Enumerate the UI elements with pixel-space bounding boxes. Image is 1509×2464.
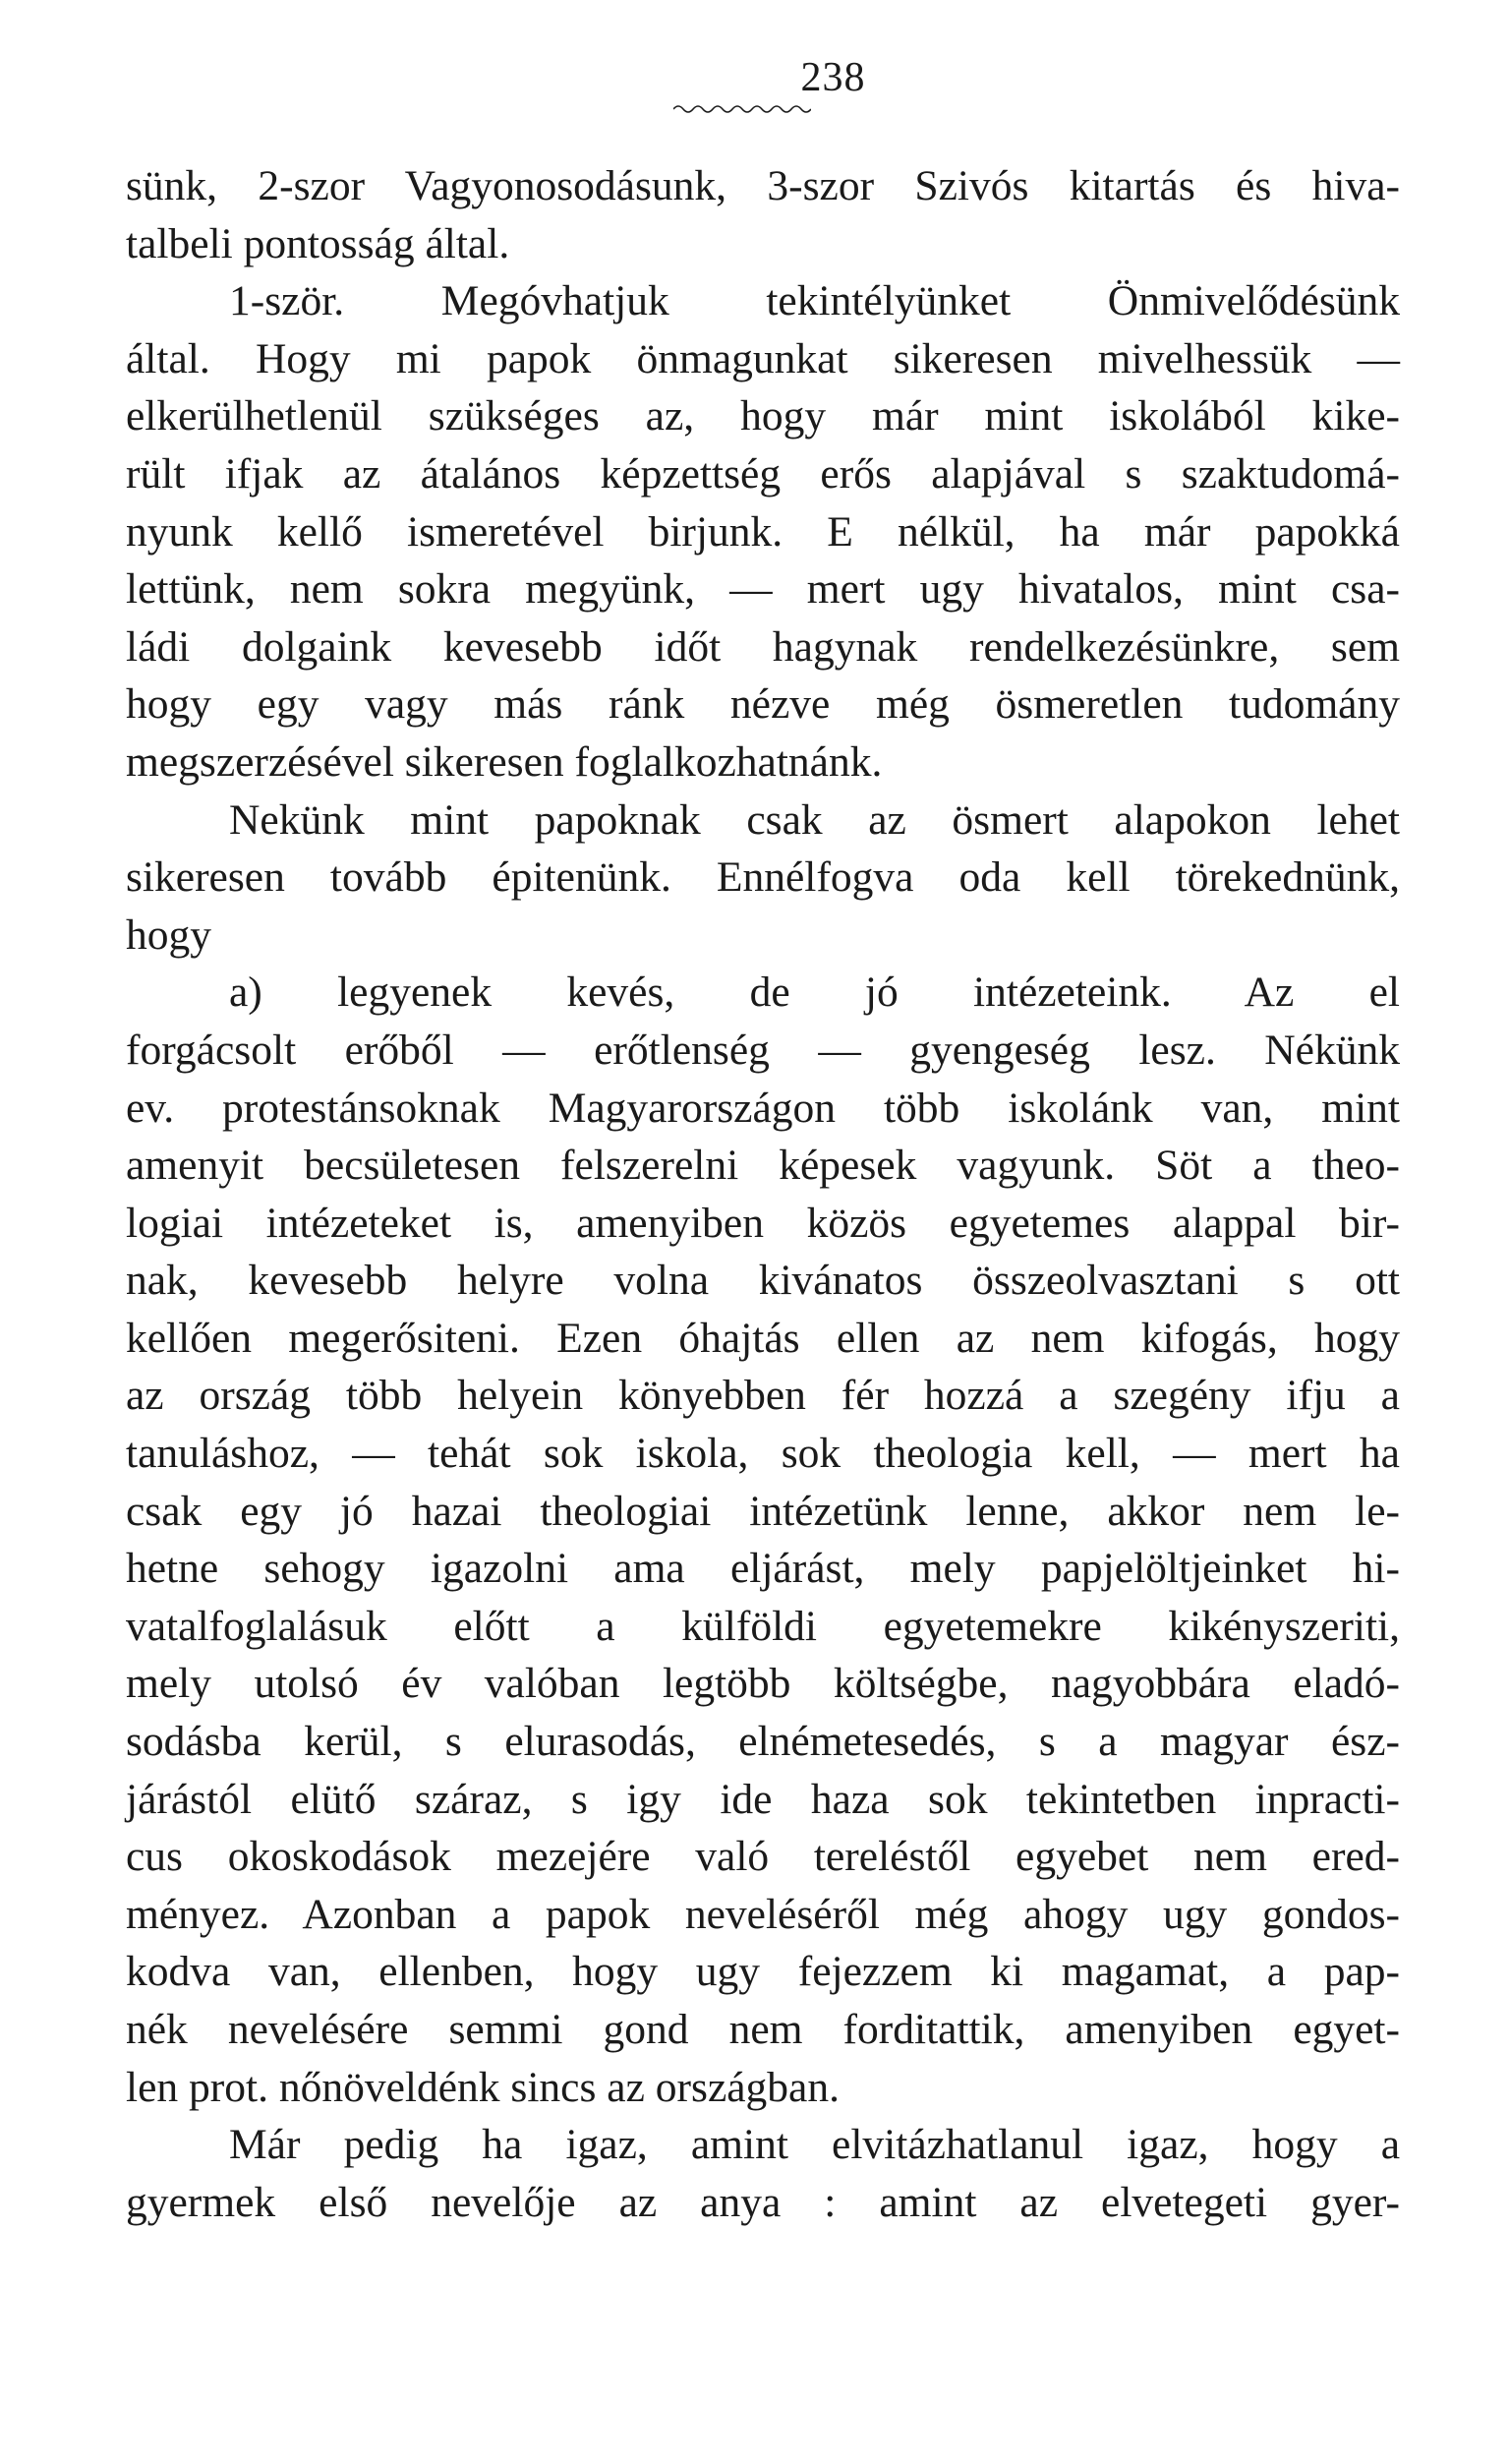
text-line: gyermek első nevelője az anya : amint az elvetegeti gyer- <box>126 2178 1400 2226</box>
text-line: ményez. Azonban a papok neveléséről még ahogy ugy gondos- <box>126 1890 1400 1938</box>
text-line: talbeli pontosság által. <box>126 219 510 267</box>
text-line: a) legyenek kevés, de jó intézeteink. Az el <box>229 968 1400 1017</box>
text-line: hogy <box>126 910 211 959</box>
text-line: vatalfoglalásuk előtt a külföldi egyetemekre kikényszeriti, <box>126 1602 1400 1650</box>
text-line: sodásba kerül, s elurasodás, elnémetesedés, s a magyar ész- <box>126 1718 1400 1766</box>
text-line: nyunk kellő ismeretével birjunk. E nélkül, ha már papokká <box>126 507 1400 556</box>
text-line: megszerzésével sikeresen foglalkozhatnánk. <box>126 737 883 786</box>
text-line: rült ifjak az átalános képzettség erős alapjával s szaktudomá- <box>126 449 1400 498</box>
text-line: amenyit becsületesen felszerelni képesek vagyunk. Söt a theo- <box>126 1142 1400 1190</box>
text-line: ev. protestánsoknak Magyarországon több iskolánk van, mint <box>126 1084 1400 1132</box>
body-text <box>126 157 1400 2231</box>
text-line: 1-ször. Megóvhatjuk tekintélyünket Önmivelődésünk <box>229 277 1400 325</box>
text-line: járástól elütő száraz, s igy ide haza sok tekintetben inpracti- <box>126 1775 1400 1823</box>
text-line: len prot. nőnöveldénk sincs az országban. <box>126 2063 840 2111</box>
text-line: mely utolsó év valóban legtöbb költségbe, nagyobbára eladó- <box>126 1660 1400 1708</box>
text-line: logiai intézeteket is, amenyiben közös egyetemes alappal bir- <box>126 1199 1400 1247</box>
text-line: csak egy jó hazai theologiai intézetünk lenne, akkor nem le- <box>126 1487 1400 1535</box>
text-line: nak, kevesebb helyre volna kivánatos összeolvasztani s ott <box>126 1257 1400 1305</box>
text-line: sünk, 2-szor Vagyonosodásunk, 3-szor Szivós kitartás és hiva- <box>126 162 1400 209</box>
text-line: lettünk, nem sokra megyünk, — mert ugy hivatalos, mint csa- <box>126 565 1400 614</box>
text-line: nék nevelésére semmi gond nem forditattik, amenyiben egyet- <box>126 2006 1400 2053</box>
text-line: kellően megerősiteni. Ezen óhajtás ellen az nem kifogás, hogy <box>126 1314 1400 1362</box>
page-number: 238 <box>800 55 866 100</box>
text-line: ládi dolgaink kevesebb időt hagynak rendelkezésünkre, sem <box>126 622 1400 671</box>
text-line: kodva van, ellenben, hogy ugy fejezzem ki magamat, a pap- <box>126 1948 1400 1996</box>
text-line: hogy egy vagy más ránk nézve még ösmeretlen tudomány <box>126 680 1400 729</box>
text-line: által. Hogy mi papok önmagunkat sikeresen mivelhessük — <box>126 334 1400 382</box>
ornamental-wave-rule <box>673 103 811 115</box>
text-line: elkerülhetlenül szükséges az, hogy már mint iskolából kike- <box>126 392 1400 440</box>
text-line: Nekünk mint papoknak csak az ösmert alapokon lehet <box>229 795 1400 844</box>
text-line: cus okoskodások mezejére való tereléstől egyebet nem ered- <box>126 1833 1400 1881</box>
text-line: tanuláshoz, — tehát sok iskola, sok theologia kell, — mert ha <box>126 1430 1400 1478</box>
text-line: forgácsolt erőből — erőtlenség — gyengeség lesz. Nékünk <box>126 1026 1400 1074</box>
text-line: sikeresen tovább épitenünk. Ennélfogva oda kell törekednünk, <box>126 853 1400 902</box>
page-header <box>0 54 1509 115</box>
text-line: hetne sehogy igazolni ama eljárást, mely papjelöltjeinket hi- <box>126 1545 1400 1593</box>
text-line: az ország több helyein könyebben fér hozzá a szegény ifju a <box>126 1372 1400 1420</box>
text-line: Már pedig ha igaz, amint elvitázhatlanul igaz, hogy a <box>229 2121 1400 2169</box>
